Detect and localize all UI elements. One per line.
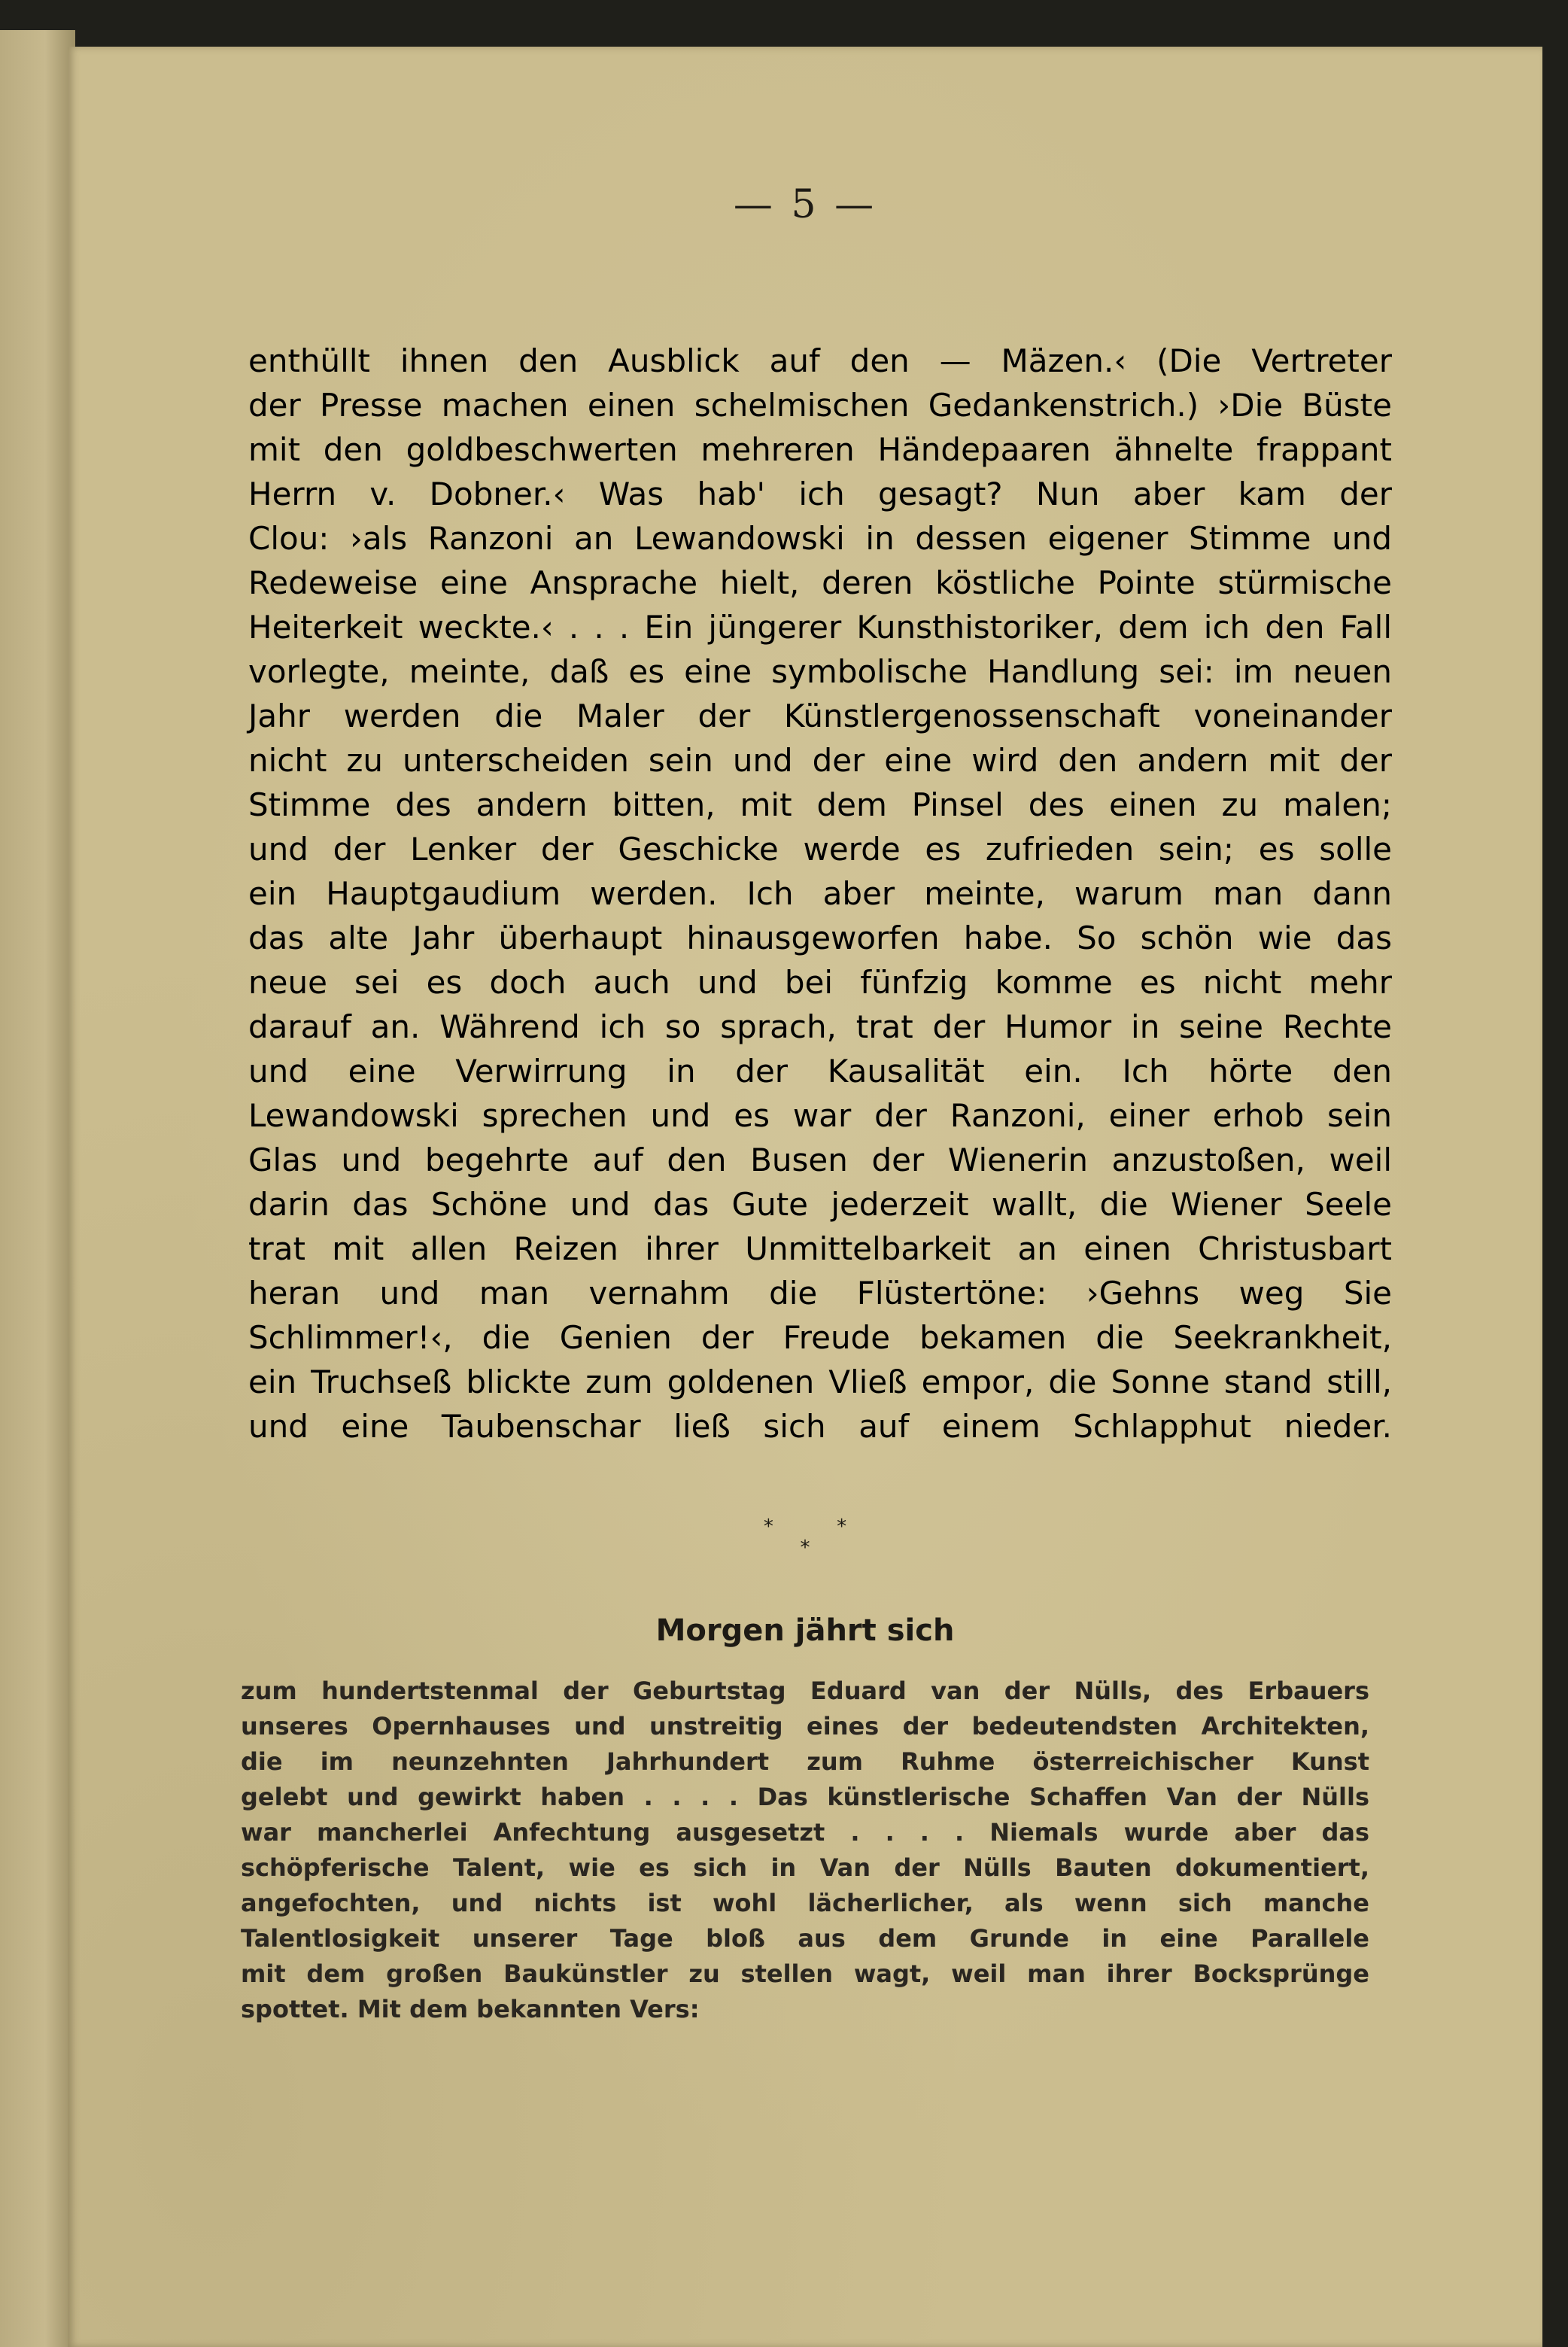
- text-line: spottet. Mit dem bekannten Vers:: [241, 1995, 700, 2023]
- text-line: Glas und begehrte auf den Busen der Wienerin anzustoßen, weil: [248, 1142, 1392, 1178]
- text-line: Lewandowski sprechen und es war der Ranzoni, einer erhob sein: [248, 1097, 1392, 1134]
- main-paragraph: [248, 339, 1392, 1449]
- text-line: ein Hauptgaudium werden. Ich aber meinte, warum man dann: [248, 875, 1392, 912]
- asterism-star: *: [837, 1516, 847, 1538]
- text-line: das alte Jahr überhaupt hinausgeworfen habe. So schön wie das: [248, 920, 1392, 956]
- book-page: [68, 47, 1542, 2347]
- text-line: vorlegte, meinte, daß es eine symbolische Handlung sei: im neuen: [248, 653, 1392, 690]
- text-line: Stimme des andern bitten, mit dem Pinsel des einen zu malen;: [248, 786, 1392, 823]
- text-line: heran und man vernahm die Flüstertöne: ›Gehns weg Sie: [248, 1275, 1392, 1312]
- text-line: Clou: ›als Ranzoni an Lewandowski in dessen eigener Stimme und: [248, 520, 1392, 557]
- text-line: darauf an. Während ich so sprach, trat der Humor in seine Rechte: [248, 1008, 1392, 1045]
- asterism-bottom: [68, 1537, 1542, 1559]
- asterism-top: [68, 1516, 1542, 1538]
- text-line: darin das Schöne und das Gute jederzeit wallt, die Wiener Seele: [248, 1186, 1392, 1223]
- text-line: und eine Verwirrung in der Kausalität ein. Ich hörte den: [248, 1053, 1392, 1090]
- section-heading: Morgen jährt sich: [655, 1613, 955, 1648]
- text-line: Talentlosigkeit unserer Tage bloß aus dem Grunde in eine Parallele: [241, 1924, 1369, 1953]
- facing-page-edge: [0, 30, 75, 2347]
- text-line: neue sei es doch auch und bei fünfzig komme es nicht mehr: [248, 964, 1392, 1001]
- text-line: enthüllt ihnen den Ausblick auf den — Mäzen.‹ (Die Vertreter: [248, 342, 1392, 379]
- text-line: Heiterkeit weckte.‹ . . . Ein jüngerer Kunsthistoriker, dem ich den Fall: [248, 609, 1392, 646]
- text-line: mit dem großen Baukünstler zu stellen wagt, weil man ihrer Bocksprünge: [241, 1959, 1369, 1988]
- text-line: und der Lenker der Geschicke werde es zufrieden sein; es solle: [248, 831, 1392, 868]
- text-line: gelebt und gewirkt haben . . . . Das künstlerische Schaffen Van der Nülls: [241, 1783, 1369, 1811]
- text-line: war mancherlei Anfechtung ausgesetzt . . . . Niemals wurde aber das: [241, 1818, 1369, 1847]
- text-line: Jahr werden die Maler der Künstlergenossenschaft voneinander: [248, 698, 1392, 734]
- asterism-star: *: [763, 1516, 773, 1538]
- text-line: mit den goldbeschwerten mehreren Händepaaren ähnelte frappant: [248, 431, 1392, 468]
- text-line: der Presse machen einen schelmischen Gedankenstrich.) ›Die Büste: [248, 387, 1392, 424]
- text-line: und eine Taubenschar ließ sich auf einem Schlapphut nieder.: [248, 1408, 1392, 1445]
- text-line: ein Truchseß blickte zum goldenen Vließ empor, die Sonne stand still,: [248, 1364, 1392, 1400]
- text-line: trat mit allen Reizen ihrer Unmittelbarkeit an einen Christusbart: [248, 1230, 1392, 1267]
- text-line: angefochten, und nichts ist wohl lächerlicher, als wenn sich manche: [241, 1889, 1369, 1917]
- text-line: Herrn v. Dobner.‹ Was hab' ich gesagt? Nun aber kam der: [248, 476, 1392, 512]
- text-line: schöpferische Talent, wie es sich in Van der Nülls Bauten dokumentiert,: [241, 1853, 1369, 1882]
- text-line: zum hundertstenmal der Geburtstag Eduard van der Nülls, des Erbauers: [241, 1677, 1369, 1705]
- text-line: die im neunzehnten Jahrhundert zum Ruhme österreichischer Kunst: [241, 1747, 1369, 1776]
- text-line: Redeweise eine Ansprache hielt, deren köstliche Pointe stürmische: [248, 564, 1392, 601]
- page-number: — 5 —: [733, 182, 877, 227]
- section-paragraph: [241, 1674, 1369, 2027]
- text-line: unseres Opernhauses und unstreitig eines der bedeutendsten Architekten,: [241, 1712, 1369, 1740]
- text-line: nicht zu unterscheiden sein und der eine wird den andern mit der: [248, 742, 1392, 779]
- text-line: Schlimmer!‹, die Genien der Freude bekamen die Seekrankheit,: [248, 1319, 1392, 1356]
- asterism-star: *: [800, 1537, 810, 1559]
